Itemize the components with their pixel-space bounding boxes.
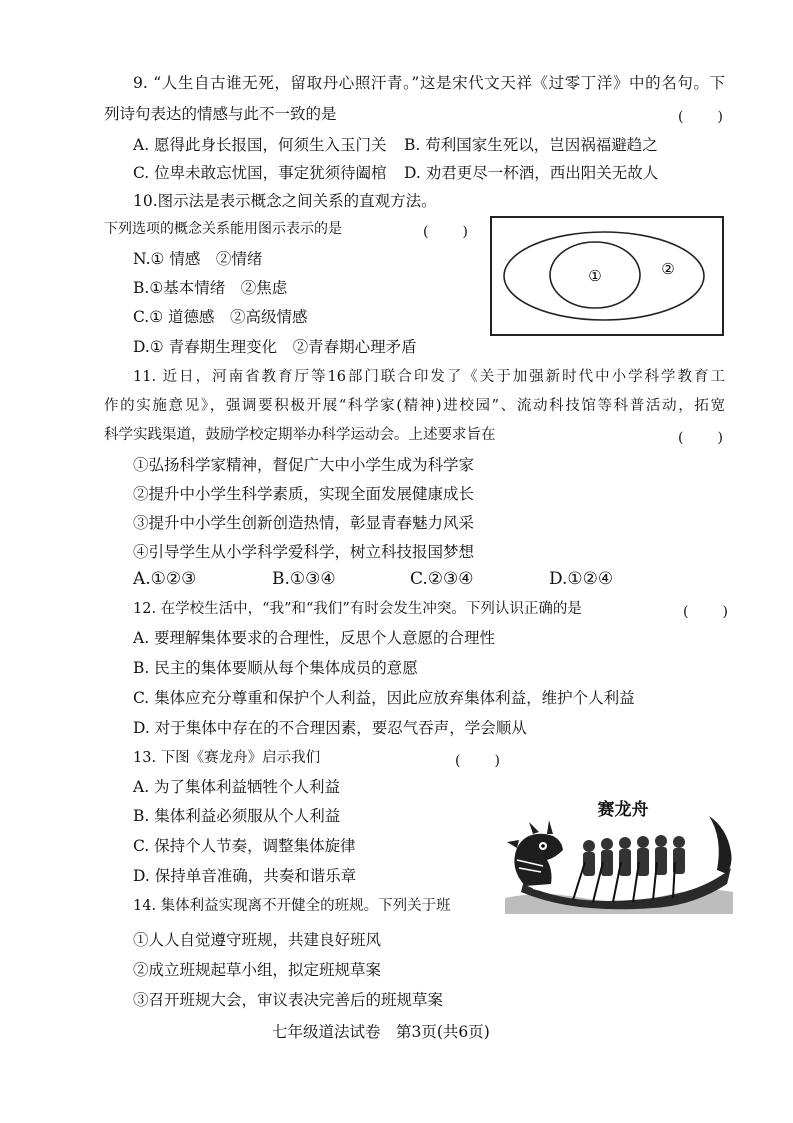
page-footer: 七年级道法试卷 第3页(共6页) bbox=[272, 1023, 490, 1041]
rowers-group bbox=[583, 835, 685, 876]
q13-option-a: A. 为了集体利益牺牲个人利益 bbox=[133, 778, 341, 796]
outer-label: ② bbox=[661, 260, 675, 278]
q11-option-a: A.①②③ bbox=[133, 569, 197, 589]
q10-stem-line2: 下列选项的概念关系能用图示表示的是 bbox=[104, 221, 342, 237]
dragon-tail bbox=[709, 816, 732, 874]
q12-option-b: B. 民主的集体要顺从每个集体成员的意愿 bbox=[133, 659, 418, 677]
q12-option-a: A. 要理解集体要求的合理性，反思个人意愿的合理性 bbox=[133, 629, 496, 647]
q14-item-2: ②成立班规起草小组，拟定班规草案 bbox=[133, 961, 382, 979]
q12-option-d: D. 对于集体中存在的不合理因素，要忍气吞声，学会顺从 bbox=[133, 719, 527, 737]
q11-option-c: C.②③④ bbox=[410, 569, 474, 589]
q12-option-c: C. 集体应充分尊重和保护个人利益，因此应放弃集体利益，维护个人利益 bbox=[133, 689, 635, 707]
q13-option-d: D. 保持单音准确，共奏和谐乐章 bbox=[133, 867, 357, 885]
q13-stem: 13. 下图《赛龙舟》启示我们 bbox=[133, 750, 321, 766]
q14-stem: 14. 集体利益实现离不开健全的班规。下列关于班 bbox=[133, 898, 451, 914]
q11-option-b: B.①③④ bbox=[272, 569, 336, 589]
q11-item-3: ③提升中小学生创新创造热情，彰显青春魅力风采 bbox=[133, 514, 475, 532]
dragon-head bbox=[514, 834, 563, 886]
image-title: 赛龙舟 bbox=[597, 800, 649, 820]
q10-option-d: D.① 青春期生理变化 ②青春期心理矛盾 bbox=[133, 338, 417, 356]
q10-answer-paren: ( ) bbox=[423, 224, 470, 240]
q9-stem-line1: 9. “人生自古谁无死，留取丹心照汗青。”这是宋代文天祥《过零丁洋》中的名句。下 bbox=[133, 74, 725, 92]
q9-stem-line2: 列诗句表达的情感与此不一致的是 bbox=[104, 105, 337, 123]
dragon-pupil bbox=[541, 844, 545, 848]
q10-stem-line1: 10.图示法是表示概念之间关系的直观方法。 bbox=[133, 192, 437, 210]
q11-stem-line2: 作的实施意见》，强调要积极开展“科学家(精神)进校园”、流动科技馆等科普活动，拓宽 bbox=[104, 398, 725, 414]
q11-stem-line1: 11. 近日，河南省教育厅等16部门联合印发了《关于加强新时代中小学科学教育工 bbox=[133, 369, 725, 385]
dragon-boat-illustration bbox=[503, 788, 735, 914]
q12-stem: 12. 在学校生活中，“我”和“我们”有时会发生冲突。下列认识正确的是 bbox=[133, 601, 582, 617]
q11-item-4: ④引导学生从小学科学爱科学，树立科技报国梦想 bbox=[133, 543, 475, 561]
q10-option-a: N.① 情感 ②情绪 bbox=[133, 250, 263, 268]
q9-option-b: B. 苟利国家生死以，岂因祸福避趋之 bbox=[404, 136, 658, 154]
q11-item-1: ①弘扬科学家精神，督促广大中小学生成为科学家 bbox=[133, 456, 475, 474]
q11-stem-line3: 科学实践渠道，鼓励学校定期举办科学运动会。上述要求旨在 bbox=[104, 427, 496, 443]
nested-concept-diagram bbox=[490, 216, 724, 336]
q11-answer-paren: ( ) bbox=[678, 430, 725, 446]
q9-option-a: A. 愿得此身长报国，何须生入玉门关 bbox=[133, 136, 387, 154]
q11-item-2: ②提升中小学生科学素质，实现全面发展健康成长 bbox=[133, 485, 475, 503]
q11-option-d: D.①②④ bbox=[549, 569, 614, 589]
q9-option-c: C. 位卑未敢忘忧国，事定犹须待阖棺 bbox=[133, 164, 387, 182]
dragon-boat-svg bbox=[503, 788, 735, 914]
inner-label: ① bbox=[588, 267, 602, 285]
q9-option-d: D. 劝君更尽一杯酒，西出阳关无故人 bbox=[404, 164, 659, 182]
q10-option-b: B.①基本情绪 ②焦虑 bbox=[133, 279, 288, 297]
q14-item-1: ①人人自觉遵守班规，共建良好班风 bbox=[133, 931, 382, 949]
q9-answer-paren: ( ) bbox=[678, 109, 725, 125]
q13-answer-paren: ( ) bbox=[455, 753, 502, 769]
q13-option-c: C. 保持个人节奏，调整集体旋律 bbox=[133, 837, 356, 855]
q12-answer-paren: ( ) bbox=[683, 604, 730, 620]
venn-svg bbox=[492, 218, 722, 334]
q14-item-3: ③召开班规大会，审议表决完善后的班规草案 bbox=[133, 991, 444, 1009]
q13-option-b: B. 集体利益必须服从个人利益 bbox=[133, 807, 341, 825]
q10-option-c: C.① 道德感 ②高级情感 bbox=[133, 308, 308, 326]
